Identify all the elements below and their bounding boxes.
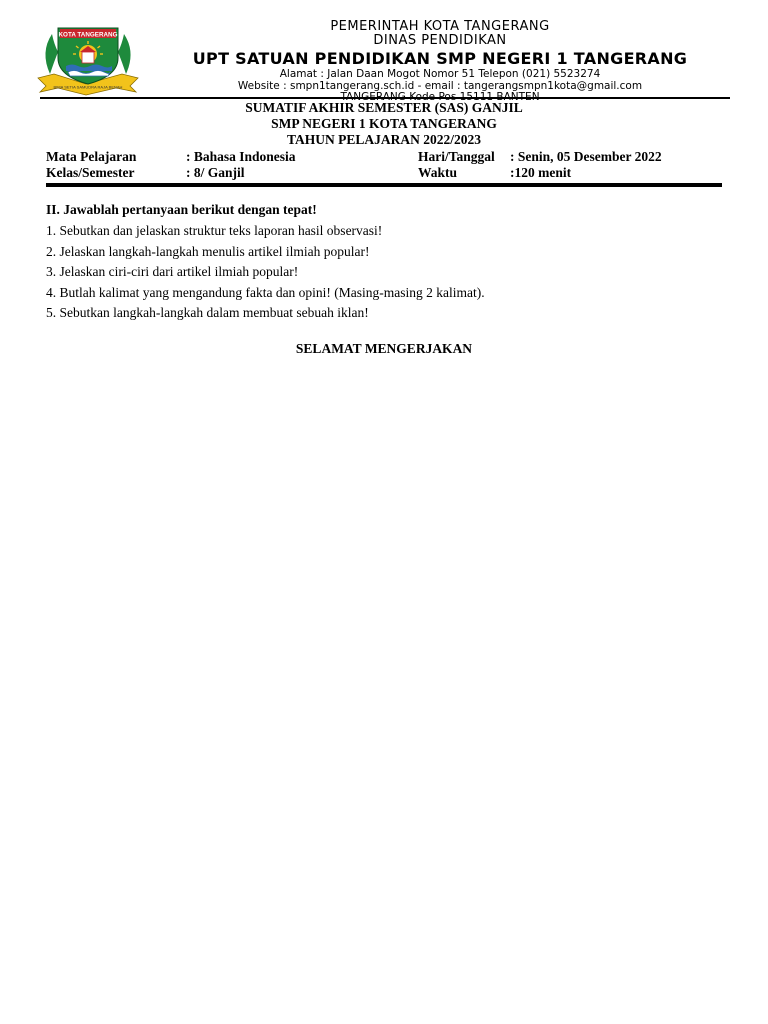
letterhead-divider — [40, 97, 730, 99]
question-item: 3. Jelaskan ciri-ciri dari artikel ilmiah popular! — [46, 264, 299, 279]
letterhead — [140, 20, 740, 104]
exam-title: SUMATIF AKHIR SEMESTER (SAS) GANJIL — [245, 100, 523, 115]
info-row-class — [46, 165, 722, 181]
letterhead-government: PEMERINTAH KOTA TANGERANG — [330, 19, 550, 34]
city-crest-logo — [36, 22, 140, 96]
exam-year: TAHUN PELAJARAN 2022/2023 — [286, 132, 481, 147]
date-value: : Senin, 05 Desember 2022 — [510, 149, 662, 164]
letterhead-contact: Website : smpn1tangerang.sch.id - email : tangerangsmpn1kota@gmail.com — [237, 79, 643, 92]
question-item: 1. Sebutkan dan jelaskan struktur teks laporan hasil observasi! — [46, 223, 383, 238]
letterhead-school-name: UPT SATUAN PENDIDIKAN SMP NEGERI 1 TANGERANG — [192, 48, 688, 68]
question-list — [46, 223, 722, 326]
subject-label: Mata Pelajaran — [46, 149, 137, 164]
letterhead-postal: TANGERANG Kode Pos 15111 BANTEN — [340, 91, 540, 104]
class-label: Kelas/Semester — [46, 165, 135, 180]
section-heading: II. Jawablah pertanyaan berikut dengan tepat! — [46, 202, 317, 217]
question-item: 4. Butlah kalimat yang mengandung fakta dan opini! (Masing-masing 2 kalimat). — [46, 284, 485, 300]
info-divider — [46, 183, 722, 187]
crest-left-wing-shape — [45, 34, 58, 74]
closing-message: SELAMAT MENGERJAKAN — [295, 341, 473, 356]
time-value: :120 menit — [510, 165, 572, 180]
crest-right-wing-shape — [118, 34, 131, 74]
date-label: Hari/Tanggal — [418, 149, 495, 164]
letterhead-department: DINAS PENDIDIKAN — [373, 33, 507, 49]
crest-ribbon-text: BIMA SETIA SAMUDRA RAJA BENAH — [53, 84, 123, 90]
question-section — [46, 202, 722, 326]
question-item: 5. Sebutkan langkah-langkah dalam membuat sebuah iklan! — [46, 305, 369, 320]
class-value: : 8/ Ganjil — [186, 165, 245, 180]
letterhead-address: Alamat : Jalan Daan Mogot Nomor 51 Telepon (021) 5523274 — [279, 68, 601, 81]
exam-school: SMP NEGERI 1 KOTA TANGERANG — [271, 116, 497, 131]
question-item: 2. Jelaskan langkah-langkah menulis artikel ilmiah popular! — [46, 243, 370, 259]
exam-heading — [46, 100, 722, 148]
subject-value: : Bahasa Indonesia — [186, 149, 296, 164]
exam-info-table — [46, 149, 722, 181]
crest-banner-text: KOTA TANGERANG — [58, 31, 118, 39]
info-row-subject — [46, 149, 722, 165]
time-label: Waktu — [418, 165, 458, 180]
